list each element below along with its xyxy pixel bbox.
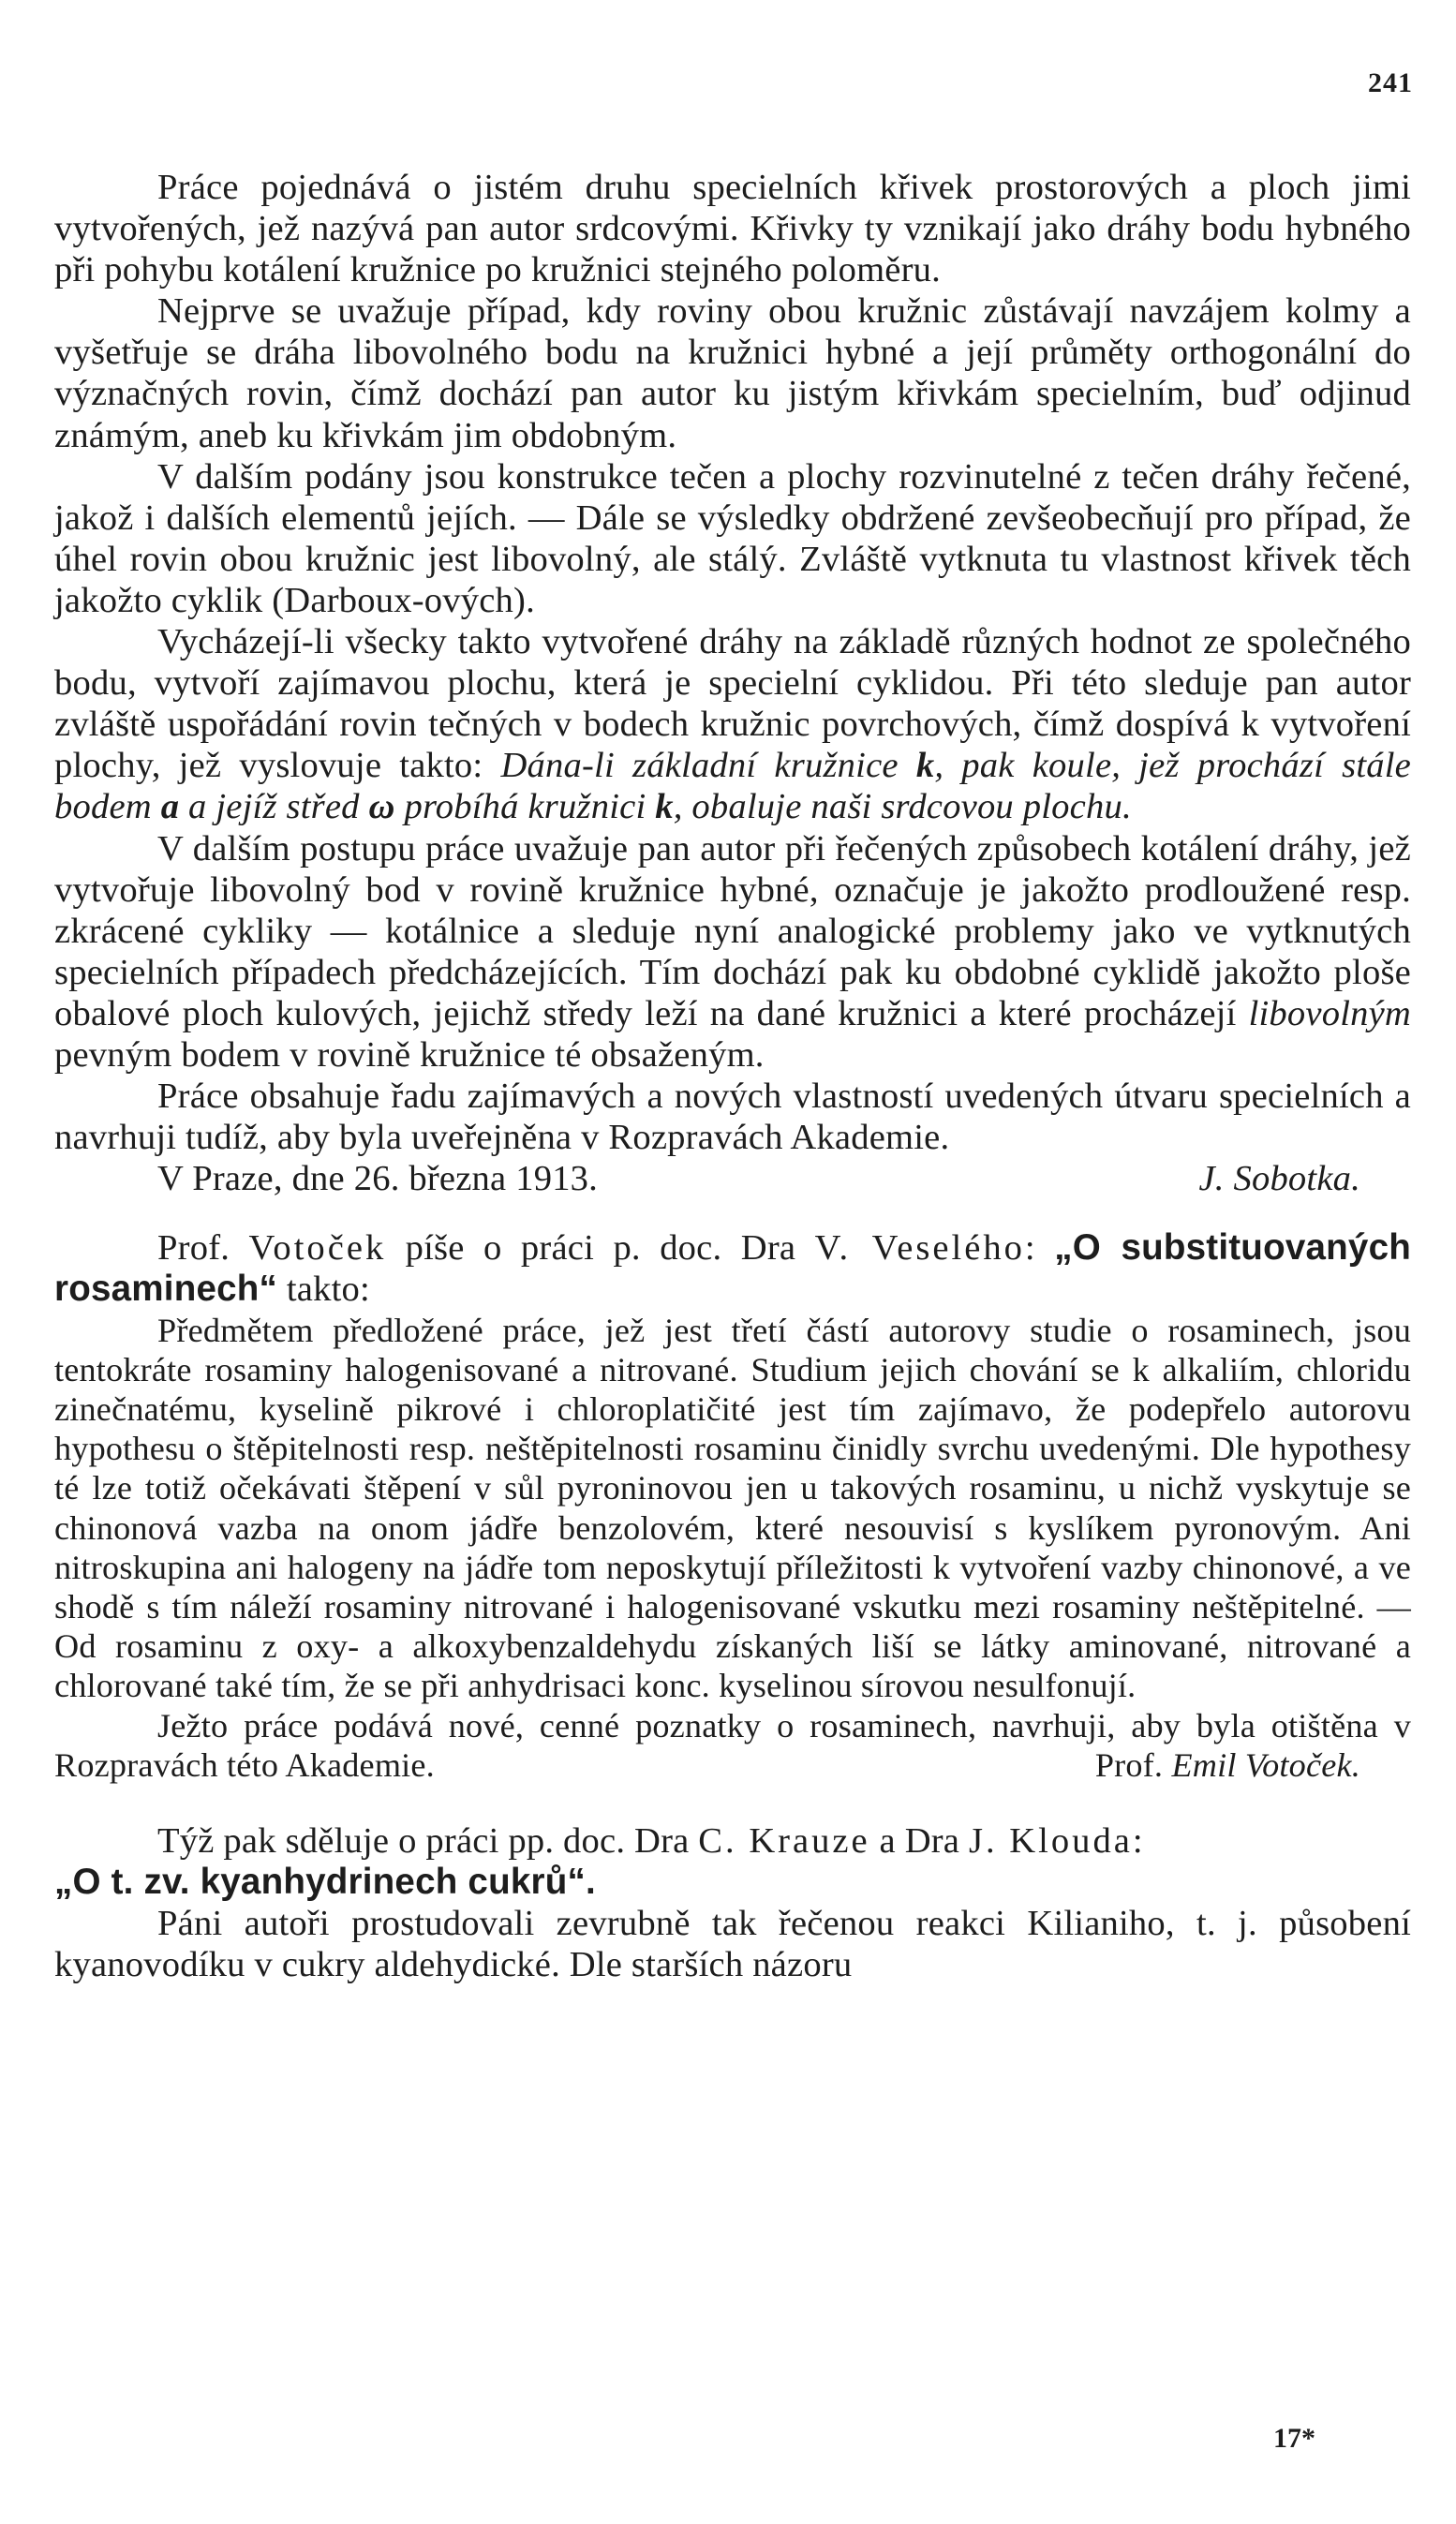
paragraph: Práce pojednává o jistém druhu specielních křivek prostorových a ploch jimi vytvořených, jež nazývá pan autor srdcovými. Křivky ty vznikají jako dráhy bodu hybného při pohybu kotálení kružnice po kružnici stejného poloměru.: [54, 168, 1411, 290]
section-title: „O t. zv. kyanhydrinech cukrů“.: [54, 1862, 596, 1903]
page-number: 241: [1368, 67, 1413, 98]
section-intro: Týž pak sděluje o práci pp. doc. Dra C. Krauze a Dra J. Klouda:: [157, 1821, 1143, 1862]
signature: J. Sobotka.: [1198, 1159, 1360, 1199]
signature-line: Prof. Emil Votoček.: [1094, 1745, 1360, 1784]
signature-mark: 17*: [1273, 2423, 1315, 2454]
signature: Emil Votoček.: [1171, 1745, 1360, 1784]
paragraph: Páni autoři prostudovali zevrubně tak řečenou reakci Kilianiho, t. j. působení kyanovodíku v cukry aldehydické. Dle starších názoru: [54, 1904, 1411, 1985]
date-text: V Praze, dne 26. března 1913.: [157, 1159, 599, 1199]
section-intro: Prof. Votoček píše o práci p. doc. Dra V. Veselého: „O substituovaných rosaminech“ takto:: [54, 1227, 1411, 1310]
paragraph: V dalším postupu práce uvažuje pan autor při řečených způsobech kotálení dráhy, jež vytvořuje libovolný bod v rovině kružnice hybné, označuje je jakožto prodloužené resp. zkrácené cykliky — kotálnice a sleduje nyní analogické problemy jako ve vytknutých specielních případech předcházejících. Tím dochází pak ku obdobné cyklidě jakožto ploše obalové ploch kulových, jejichž středy leží na dané kružnici a které procházejí libovolným pevným bodem v rovině kružnice té obsaženým.: [54, 828, 1411, 1075]
paragraph: V dalším podány jsou konstrukce tečen a plochy rozvinutelné z tečen dráhy řečené, jakož i dalších elementů jejích. — Dále se výsledky obdržené zevšeobecňují pro případ, že úhel rovin obou kružnic jest libovolný, ale stálý. Zvláště vytknuta tu vlastnost křivek těch jakožto cyklik (Darboux-ových).: [54, 456, 1411, 620]
paragraph: Vycházejí-li všecky takto vytvořené dráhy na základě různých hodnot ze společného bodu, vytvoří zajímavou plochu, která je specielní cyklidou. Při této sleduje pan autor zvláště uspořádání rovin tečných v bodech kružnic povrchových, čímž dospívá k vytvoření plochy, jež vyslovuje takto: Dána-li základní kružnice k, pak koule, jež prochází stále bodem a a jejíž střed ω probíhá kružnici k, obaluje naši srdcovou plochu.: [54, 622, 1411, 827]
paragraph: Nejprve se uvažuje případ, kdy roviny obou kružnic zůstávají navzájem kolmy a vyšetřuje se dráha libovolného bodu na kružnici hybné a její průměty orthogonální do význačných rovin, čímž dochází pan autor ku jistým křivkám specielním, buď odjinud známým, aneb ku křivkám jim obdobným.: [54, 291, 1411, 455]
body-text: [54, 167, 1411, 1986]
paragraph-with-signature: Ježto práce podává nové, cenné poznatky o rosaminech, navrhuji, aby byla otištěna v Rozpravách této Akademie.: [54, 1706, 1411, 1784]
paragraph: Předmětem předložené práce, jež jest třetí částí autorovy studie o rosaminech, jsou tentokráte rosaminy halogenisované a nitrované. Studium jejich chování se k alkaliím, chloridu zinečnatému, kyselině pikrové i chloroplatičité jest tím zajímavo, že podepřelo autorovu hypothesu o štěpitelnosti resp. neštěpitelnosti rosaminu činidly svrchu uvedenými. Dle hypothesy té lze totiž očekávati štěpení v sůl pyroninovou jen u takových rosaminu, u nichž vyskytuje se chinonová vazba na onom jádře benzolovém, které nesouvisí s kyslíkem pyronovým. Ani nitroskupina ani halogeny na jádře tom neposkytují příležitosti k vytvoření vazby chinonové, a ve shodě s tím náleží rosaminy nitrované i halogenisované vskutku mezi rosaminy neštěpitelné. — Od rosaminu z oxy- a alkoxybenzaldehydu získaných liší se látky aminované, nitrované a chlorované také tím, že se při anhydrisaci konc. kyselinou sírovou nesulfonují.: [54, 1311, 1411, 1705]
paragraph: Práce obsahuje řadu zajímavých a nových vlastností uvedených útvaru specielních a navrhuji tudíž, aby byla uveřejněna v Rozpravách Akademie.: [54, 1076, 1411, 1158]
dateline: [54, 1158, 1411, 1199]
